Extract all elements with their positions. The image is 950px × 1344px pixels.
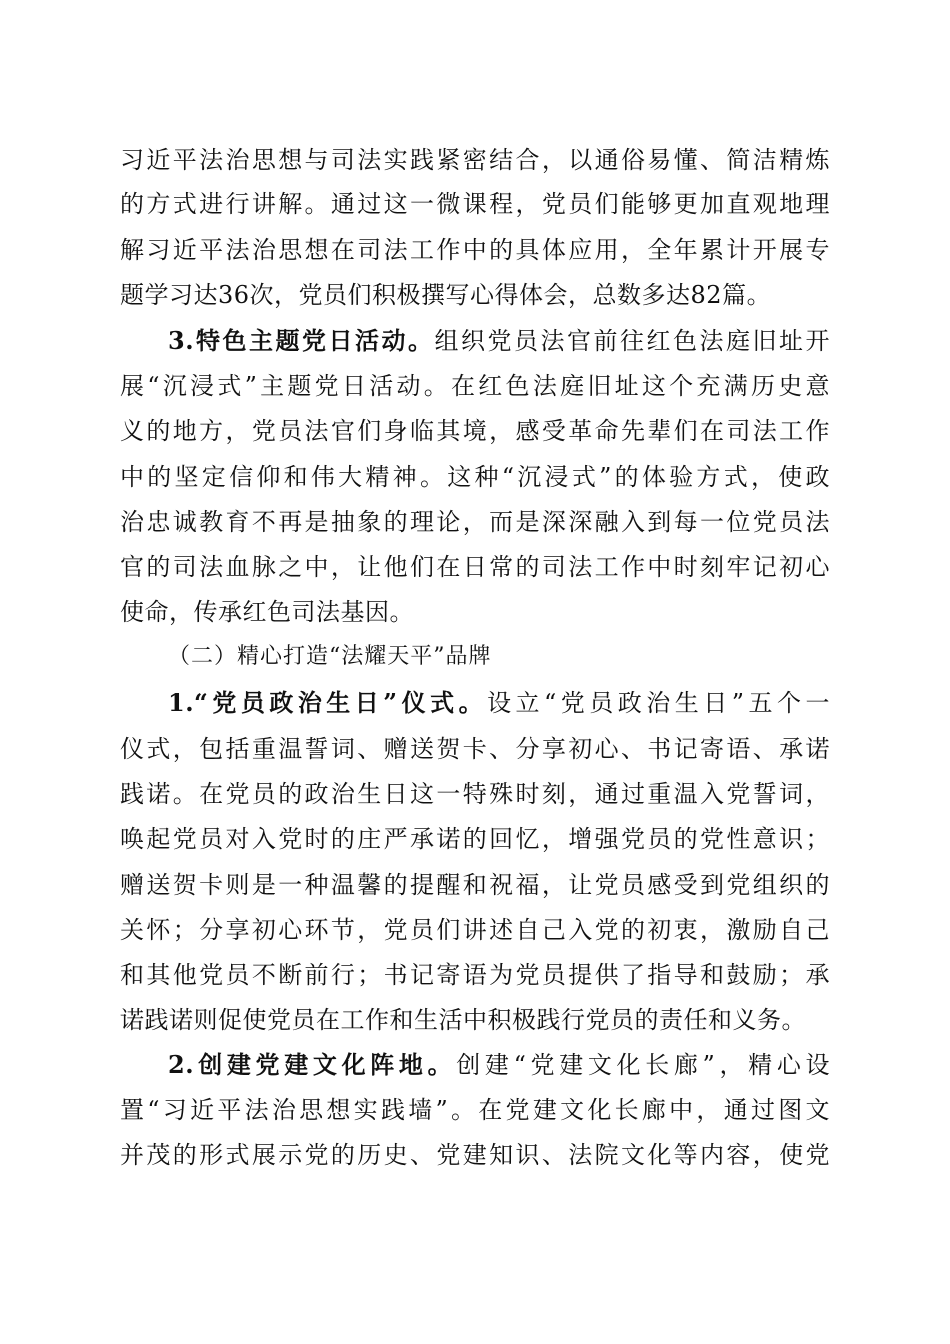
p2-title: 3.特色主题党日活动。 (168, 326, 435, 355)
p3-line-1-text: 设立“党员政治生日”五个一 (487, 689, 830, 717)
p2-line-3: 义的地方，党员法官们身临其境，感受革命先辈们在司法工作 (120, 417, 830, 445)
p2-line-1-text: 组织党员法官前往红色法庭旧址开 (434, 327, 830, 355)
p4-line-2: 置“习近平法治思想实践墙”。在党建文化长廊中，通过图文 (120, 1096, 830, 1124)
p3-line-2: 仪式，包括重温誓词、赠送贺卡、分享初心、书记寄语、承诺 (120, 735, 830, 763)
p1-line-4: 题学习达36次，党员们积极撰写心得体会，总数多达82篇。 (120, 281, 772, 309)
p4-line-3: 并茂的形式展示党的历史、党建知识、法院文化等内容，使党 (120, 1141, 830, 1169)
p1-line-3: 解习近平法治思想在司法工作中的具体应用，全年累计开展专 (120, 236, 830, 264)
p3-line-5: 赠送贺卡则是一种温馨的提醒和祝福，让党员感受到党组织的 (120, 871, 830, 899)
p2-line-6: 官的司法血脉之中，让他们在日常的司法工作中时刻牢记初心 (120, 553, 830, 581)
p3-line-1 (168, 689, 830, 717)
p1-line-2: 的方式进行讲解。通过这一微课程，党员们能够更加直观地理 (120, 190, 830, 218)
p3-line-8: 诺践诺则促使党员在工作和生活中积极践行党员的责任和义务。 (120, 1006, 806, 1034)
p3-line-7: 和其他党员不断前行；书记寄语为党员提供了指导和鼓励；承 (120, 961, 830, 989)
section-heading: （二）精心打造“法耀天平”品牌 (168, 644, 492, 669)
p2-line-4: 中的坚定信仰和伟大精神。这种“沉浸式”的体验方式，使政 (120, 463, 830, 491)
p3-line-6: 关怀；分享初心环节，党员们讲述自己入党的初衷，激励自己 (120, 916, 830, 944)
p3-title: 1.“党员政治生日”仪式。 (168, 688, 488, 717)
p4-title: 2.创建党建文化阵地。 (168, 1050, 457, 1079)
p3-line-4: 唤起党员对入党时的庄严承诺的回忆，增强党员的党性意识； (120, 825, 830, 853)
p2-line-1 (168, 327, 830, 355)
p3-line-3: 践诺。在党员的政治生日这一特殊时刻，通过重温入党誓词， (120, 780, 830, 808)
p1-line-1: 习近平法治思想与司法实践紧密结合，以通俗易懂、简洁精炼 (120, 146, 830, 174)
p2-line-5: 治忠诚教育不再是抽象的理论，而是深深融入到每一位党员法 (120, 508, 830, 536)
p2-line-7: 使命，传承红色司法基因。 (120, 598, 414, 626)
p2-line-2: 展“沉浸式”主题党日活动。在红色法庭旧址这个充满历史意 (120, 372, 830, 400)
p4-line-1-text: 创建“党建文化长廊”，精心设 (456, 1051, 830, 1079)
p4-line-1 (168, 1051, 830, 1079)
